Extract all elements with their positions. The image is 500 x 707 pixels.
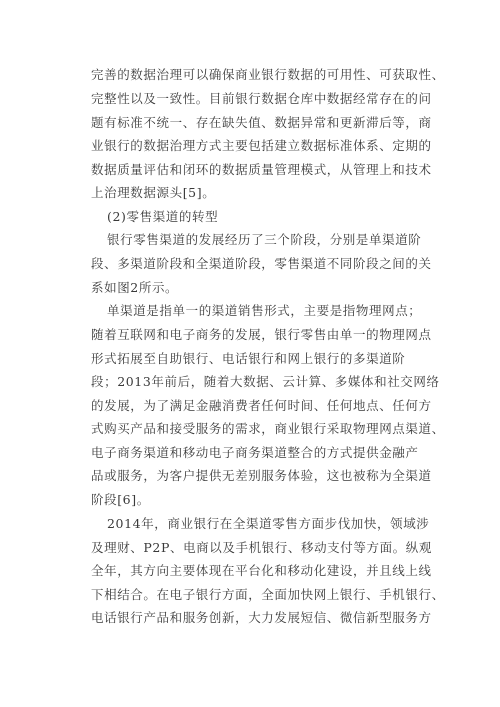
text-line: 形式拓展至自助银行、电话银行和网上银行的多渠道阶 [91, 351, 406, 366]
text-line: 题有标准不统一、存在缺失值、数据异常和更新滞后等，商 [91, 115, 432, 130]
text-line: 电子商务渠道和移动电子商务渠道整合的方式提供金融产 [91, 445, 419, 460]
text-line: 上治理数据源头[5]。 [91, 185, 216, 200]
section-heading: (2)零售渠道的转型 [107, 209, 219, 224]
text-line: 段；2013年前后，随着大数据、云计算、多媒体和社交网络 [91, 374, 440, 389]
text-line: 全年，其方向主要体现在平台化和移动化建设，并且线上线 [91, 563, 432, 578]
text-line: 业银行的数据治理方式主要包括建立数据标准体系、定期的 [91, 138, 432, 153]
text-line: 阶段[6]。 [91, 492, 150, 507]
text-line: 下相结合。在电子银行方面，全面加快网上银行、手机银行、 [91, 587, 445, 602]
text-line: 及理财、P2P、电商以及手机银行、移动支付等方面。纵观 [91, 540, 432, 555]
text-line: 式购买产品和接受服务的需求，商业银行采取物理网点渠道、 [91, 421, 445, 436]
text-line: 完善的数据治理可以确保商业银行数据的可用性、可获取性、 [91, 67, 445, 82]
text-line: 品或服务，为客户提供无差别服务体验，这也被称为全渠道 [91, 468, 432, 483]
text-line: 银行零售渠道的发展经历了三个阶段，分别是单渠道阶 [107, 232, 422, 247]
text-line: 的发展，为了满足金融消费者任何时间、任何地点、任何方 [91, 398, 432, 413]
text-line: 随着互联网和电子商务的发展，银行零售由单一的物理网点 [91, 327, 432, 342]
text-line: 完整性以及一致性。目前银行数据仓库中数据经常存在的问 [91, 91, 432, 106]
text-line: 系如图2所示。 [91, 280, 179, 295]
text-line: 电话银行产品和服务创新，大力发展短信、微信新型服务方 [91, 610, 432, 625]
text-line: 单渠道是指单一的渠道销售形式，主要是指物理网点； [107, 303, 422, 318]
text-line: 段、多渠道阶段和全渠道阶段，零售渠道不同阶段之间的关 [91, 256, 432, 271]
text-line: 2014年，商业银行在全渠道零售方面步伐加快，领域涉 [107, 516, 430, 531]
text-line: 数据质量评估和闭环的数据质量管理模式，从管理上和技术 [91, 162, 432, 177]
